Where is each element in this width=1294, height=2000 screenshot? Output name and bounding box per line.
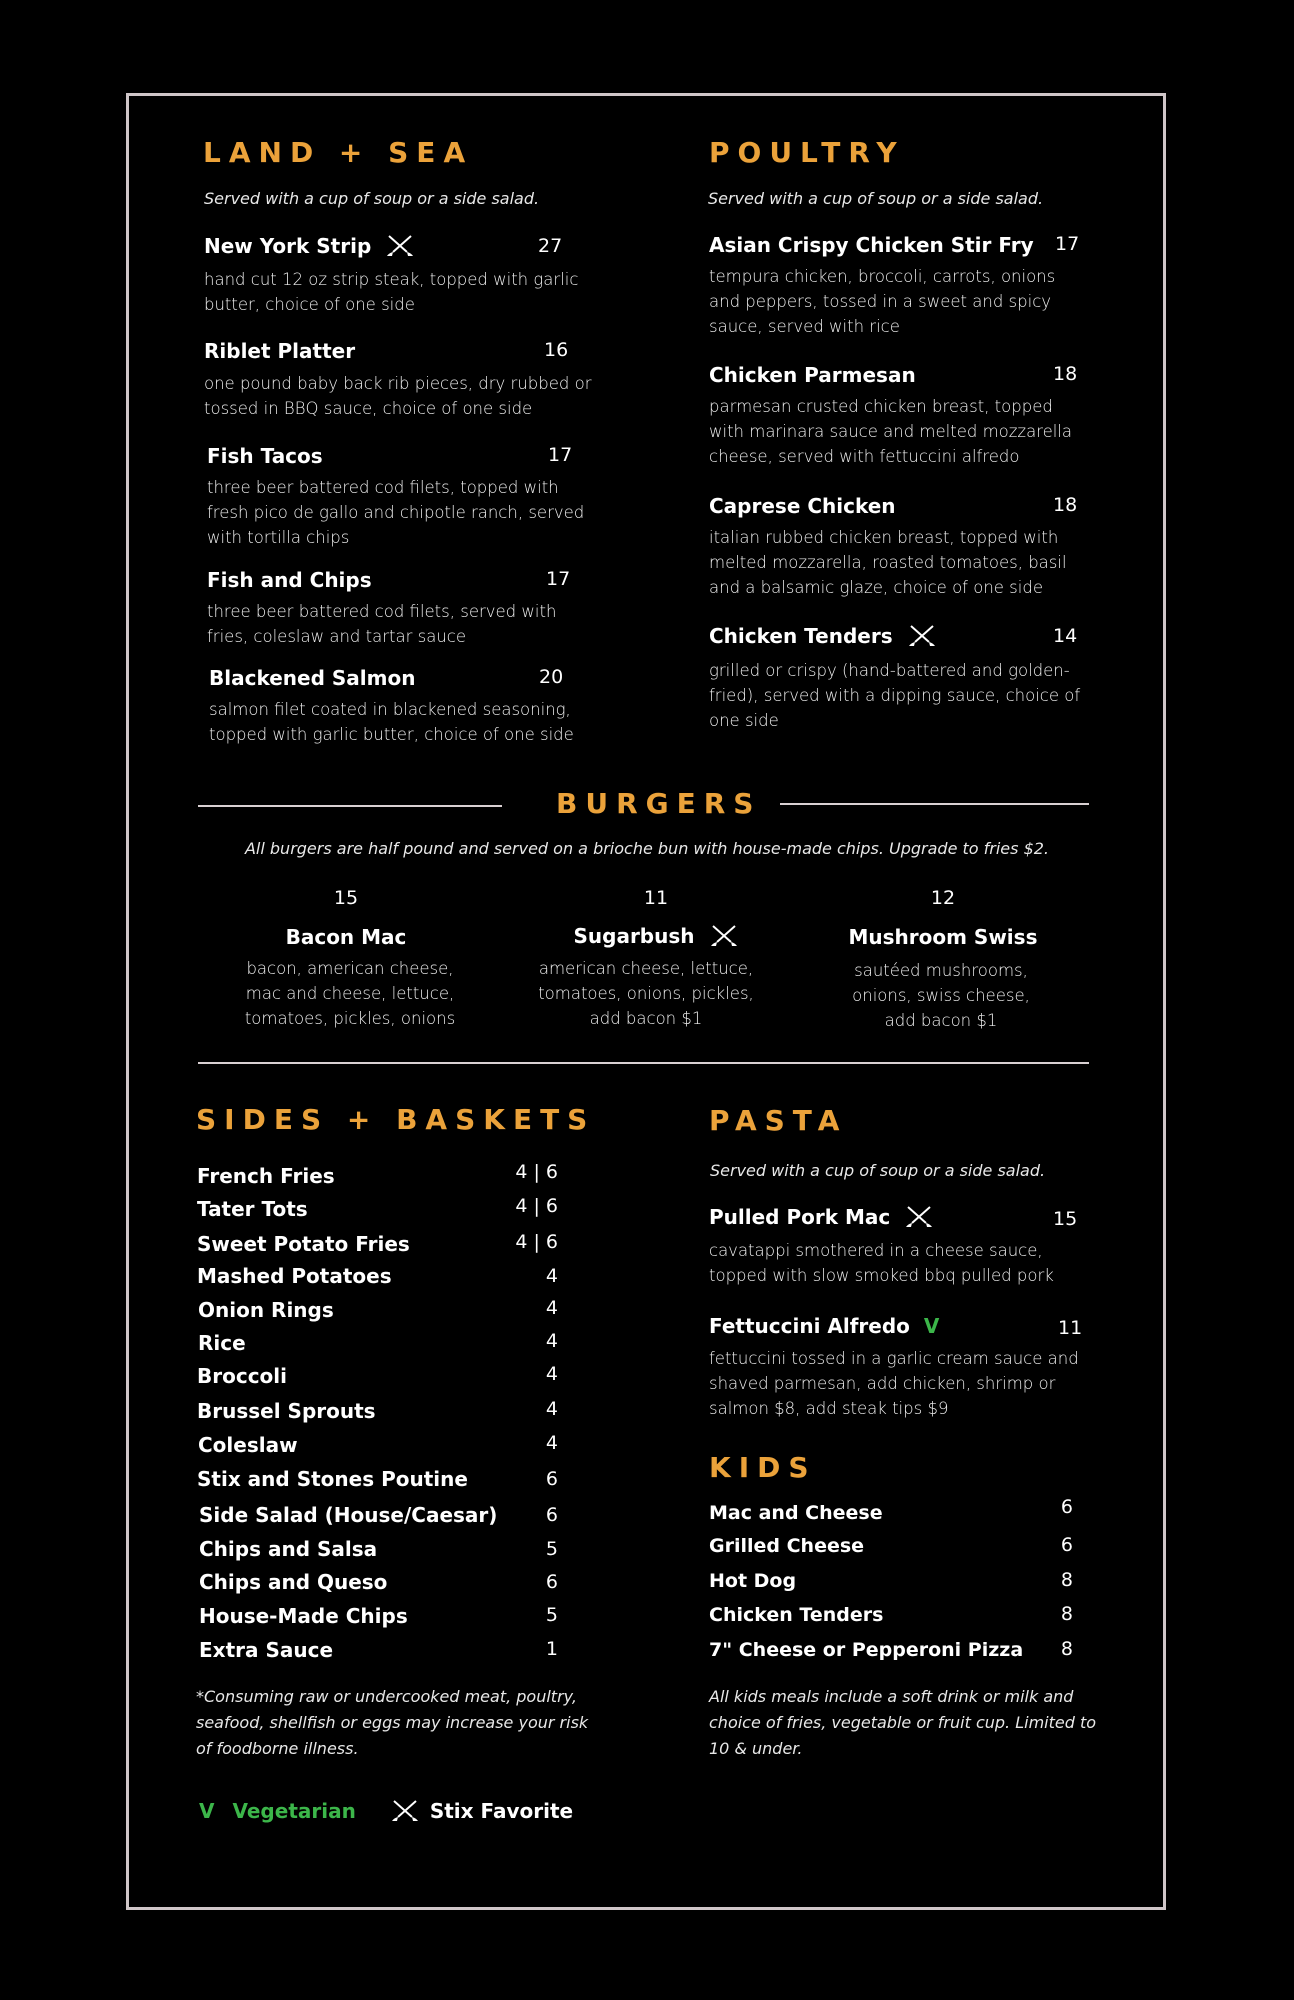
menu-item-price: 18 — [1053, 363, 1078, 385]
kids-item-price: 8 — [1060, 1569, 1073, 1591]
side-item-price: 4 | 6 — [515, 1231, 558, 1253]
pasta-title: PASTA — [709, 1104, 848, 1137]
kids-item-price: 8 — [1060, 1603, 1073, 1625]
side-item-price: 5 — [545, 1604, 558, 1626]
side-item-price: 5 — [545, 1538, 558, 1560]
side-item-name: Chips and Queso — [199, 1570, 388, 1594]
menu-item-name: Fish and Chips — [207, 568, 372, 592]
kids-item-name: Mac and Cheese — [709, 1502, 883, 1524]
burger-desc: bacon, american cheese, mac and cheese, lettuce, tomatoes, pickles, onions — [244, 959, 456, 1028]
side-item-name: House-Made Chips — [199, 1604, 408, 1628]
menu-item-price: 11 — [1058, 1317, 1083, 1339]
menu-item-desc: grilled or crispy (hand-battered and golden-fried), served with a dipping sauce, choice of one side — [709, 661, 1081, 730]
side-item-name: Chips and Salsa — [199, 1537, 378, 1561]
menu-item-name: Blackened Salmon — [209, 666, 416, 690]
menu-item-desc: italian rubbed chicken breast, topped with melted mozzarella, roasted tomatoes, basil and a balsamic glaze, choice of one side — [709, 528, 1067, 597]
favorite-clubs-icon — [709, 924, 739, 948]
divider — [198, 1062, 1089, 1064]
kids-item-price: 6 — [1060, 1534, 1073, 1556]
menu-item-name: Fettuccini Alfredo V — [709, 1314, 940, 1338]
menu-item-price: 20 — [539, 666, 564, 688]
burgers-title: BURGERS — [556, 787, 762, 820]
kids-item-price: 8 — [1060, 1638, 1073, 1660]
side-item-name: Brussel Sprouts — [197, 1399, 376, 1423]
side-item-name: Tater Tots — [197, 1197, 308, 1221]
kids-item-price: 6 — [1060, 1496, 1073, 1518]
side-item-price: 6 — [545, 1504, 558, 1526]
divider — [198, 805, 502, 807]
side-item-name: Sweet Potato Fries — [197, 1232, 410, 1256]
menu-item-price: 18 — [1053, 494, 1078, 516]
side-item-price: 4 — [545, 1398, 558, 1420]
menu-item-price: 16 — [544, 339, 569, 361]
menu-item-name: Caprese Chicken — [709, 494, 896, 518]
poultry-note: Served with a cup of soup or a side salad. — [708, 189, 1044, 208]
menu-item-name: Fish Tacos — [207, 444, 323, 468]
legend — [199, 1799, 573, 1823]
side-item-price: 4 — [545, 1432, 558, 1454]
side-item-name: Side Salad (House/Caesar) — [199, 1503, 498, 1527]
legend-veg-mark: V — [199, 1799, 215, 1823]
menu-item-desc: salmon filet coated in blackened seasoning, topped with garlic butter, choice of one side — [209, 700, 574, 744]
land-sea-note: Served with a cup of soup or a side salad. — [204, 189, 540, 208]
side-item-price: 4 — [545, 1330, 558, 1352]
menu-item-name: Chicken Tenders — [709, 624, 937, 648]
side-item-price: 4 | 6 — [515, 1161, 558, 1183]
side-item-name: French Fries — [197, 1164, 335, 1188]
favorite-clubs-icon — [904, 1205, 934, 1229]
vegetarian-mark: V — [923, 1314, 940, 1338]
side-item-price: 6 — [545, 1468, 558, 1490]
menu-item-desc: fettuccini tossed in a garlic cream sauce and shaved parmesan, add chicken, shrimp or salmon $8, add steak tips $9 — [709, 1349, 1079, 1418]
menu-item-desc: one pound baby back rib pieces, dry rubbed or tossed in BBQ sauce, choice of one side — [204, 374, 592, 418]
menu-item-price: 27 — [538, 235, 563, 257]
menu-item-price: 15 — [1053, 1208, 1078, 1230]
kids-title: KIDS — [709, 1451, 817, 1484]
menu-item-name: New York Strip — [204, 234, 415, 258]
favorite-clubs-icon — [385, 234, 415, 258]
menu-item-price: 17 — [546, 568, 571, 590]
menu-item-desc: three beer battered cod filets, topped with fresh pico de gallo and chipotle ranch, served with tortilla chips — [207, 478, 585, 547]
burger-price: 11 — [643, 887, 669, 909]
menu-item-price: 14 — [1053, 625, 1078, 647]
favorite-clubs-icon — [907, 624, 937, 648]
side-item-price: 6 — [545, 1571, 558, 1593]
side-item-price: 4 | 6 — [515, 1195, 558, 1217]
divider — [780, 803, 1089, 805]
side-item-price: 4 — [545, 1265, 558, 1287]
side-item-name: Coleslaw — [198, 1433, 298, 1457]
side-item-name: Broccoli — [197, 1364, 288, 1388]
burger-name: Sugarbush — [556, 924, 756, 948]
kids-note: All kids meals include a soft drink or milk and choice of fries, vegetable or fruit cup. Limited to 10 & under. — [709, 1687, 1097, 1758]
burger-name: Mushroom Swiss — [848, 925, 1038, 949]
burger-desc: american cheese, lettuce, tomatoes, onions, pickles, add bacon $1 — [538, 959, 754, 1028]
legend-veg-label: Vegetarian — [232, 1799, 356, 1823]
kids-item-name: Grilled Cheese — [709, 1535, 865, 1557]
side-item-price: 4 — [545, 1297, 558, 1319]
menu-item-name: Riblet Platter — [204, 339, 356, 363]
side-item-name: Stix and Stones Poutine — [197, 1467, 468, 1491]
side-item-name: Rice — [198, 1331, 246, 1355]
side-item-name: Mashed Potatoes — [197, 1264, 392, 1288]
menu-item-name: Asian Crispy Chicken Stir Fry — [709, 233, 1034, 257]
side-item-name: Extra Sauce — [199, 1638, 334, 1662]
sides-title: SIDES + BASKETS — [196, 1103, 596, 1136]
kids-item-name: 7" Cheese or Pepperoni Pizza — [709, 1639, 1024, 1661]
burger-name: Bacon Mac — [285, 925, 407, 949]
menu-item-desc: cavatappi smothered in a cheese sauce, topped with slow smoked bbq pulled pork — [709, 1241, 1054, 1285]
menu-item-desc: hand cut 12 oz strip steak, topped with garlic butter, choice of one side — [204, 270, 579, 314]
side-item-price: 4 — [545, 1363, 558, 1385]
menu-item-price: 17 — [1055, 233, 1080, 255]
menu-item-desc: parmesan crusted chicken breast, topped with marinara sauce and melted mozzarella cheese, served with fettuccini alfredo — [709, 397, 1073, 466]
land-sea-title: LAND + SEA — [203, 136, 474, 169]
kids-item-name: Chicken Tenders — [709, 1604, 884, 1626]
legend-clubs-icon — [390, 1799, 420, 1823]
burger-price: 15 — [333, 887, 359, 909]
kids-item-name: Hot Dog — [709, 1570, 797, 1592]
poultry-title: POULTRY — [709, 136, 905, 169]
side-item-price: 1 — [545, 1638, 558, 1660]
burger-desc: sautéed mushrooms, onions, swiss cheese, add bacon $1 — [852, 961, 1030, 1030]
burger-price: 12 — [930, 887, 956, 909]
menu-item-desc: tempura chicken, broccoli, carrots, onions and peppers, tossed in a sweet and spicy sauce, served with rice — [709, 267, 1056, 336]
burgers-note: All burgers are half pound and served on a brioche bun with house-made chips. Upgrade to fries $2. — [244, 839, 1050, 858]
menu-item-name: Chicken Parmesan — [709, 363, 916, 387]
legend-fav-label: Stix Favorite — [429, 1799, 574, 1823]
menu-item-name: Pulled Pork Mac — [709, 1205, 934, 1229]
menu-item-price: 17 — [548, 444, 573, 466]
side-item-name: Onion Rings — [198, 1298, 334, 1322]
pasta-note: Served with a cup of soup or a side salad. — [710, 1161, 1046, 1180]
disclaimer: *Consuming raw or undercooked meat, poultry, seafood, shellfish or eggs may increase your risk of foodborne illness. — [196, 1687, 589, 1758]
menu-item-desc: three beer battered cod filets, served with fries, coleslaw and tartar sauce — [207, 602, 557, 646]
